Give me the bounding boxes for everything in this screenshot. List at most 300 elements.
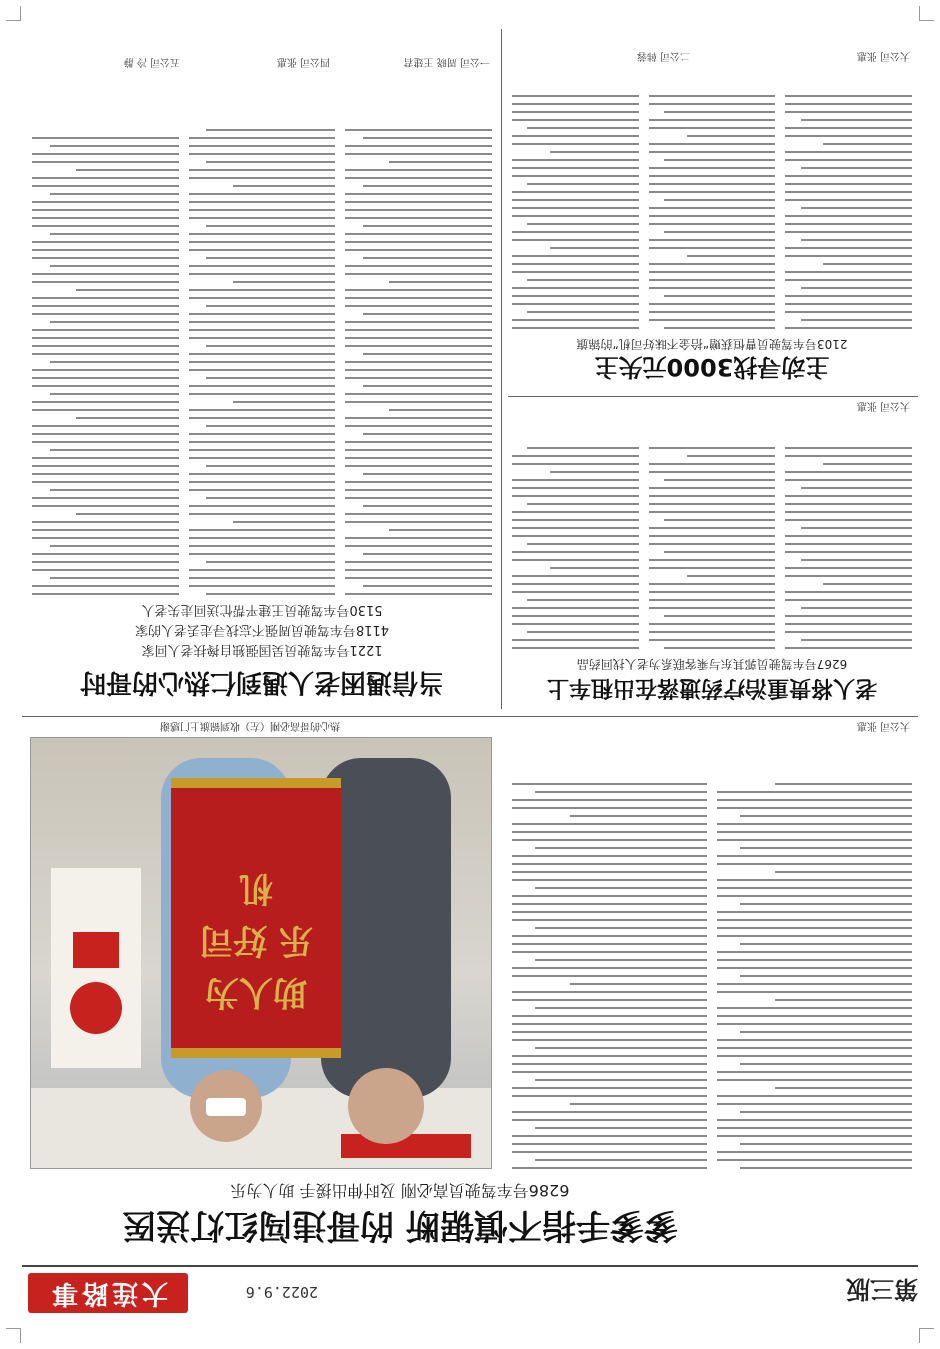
text-line (206, 305, 335, 307)
text-line (512, 1039, 707, 1041)
story1-photo (30, 737, 492, 1169)
text-line (345, 569, 492, 571)
text-line (345, 449, 492, 451)
text-line (32, 297, 179, 299)
text-line (189, 209, 336, 211)
text-line (785, 575, 912, 577)
text-line (189, 289, 336, 291)
text-line (664, 159, 775, 161)
text-line (785, 271, 912, 273)
text-line (76, 289, 179, 291)
text-line (32, 409, 179, 411)
story4-subhead: 2103号车驾驶员曹恒获赠“拾金不昧好司机”的锦旗 (576, 337, 848, 351)
text-line (649, 239, 776, 241)
issue-date: 2022.9.6 (245, 1283, 318, 1301)
column-divider (501, 29, 502, 709)
text-line (189, 193, 336, 195)
text-line (785, 591, 912, 593)
text-line (345, 537, 492, 539)
text-line (32, 329, 179, 331)
text-line (50, 449, 179, 451)
text-line (512, 327, 639, 329)
text-line (785, 503, 912, 505)
text-line (785, 623, 912, 625)
text-line (345, 361, 492, 363)
text-line (823, 463, 912, 465)
masthead (22, 1265, 918, 1317)
text-column (512, 739, 707, 1169)
text-line (363, 385, 492, 387)
text-line (345, 305, 492, 307)
text-line (664, 551, 775, 553)
text-line (785, 551, 912, 553)
text-line (649, 527, 776, 529)
text-line (785, 447, 912, 449)
text-line (189, 137, 336, 139)
text-line (717, 991, 912, 993)
text-line (535, 791, 707, 793)
story4-text (512, 69, 912, 329)
text-line (550, 567, 639, 569)
text-line (345, 489, 492, 491)
text-line (512, 991, 707, 993)
text-line (189, 529, 336, 531)
text-line (535, 959, 707, 961)
text-line (512, 911, 707, 913)
text-line (189, 217, 336, 219)
text-line (535, 1079, 707, 1081)
text-line (801, 607, 912, 609)
text-line (512, 615, 639, 617)
text-line (649, 271, 776, 273)
text-line (664, 231, 775, 233)
story3-subhead-2: 4118号车驾驶员周强不忘找寻走丢老人的家 (134, 622, 390, 637)
text-line (189, 481, 336, 483)
text-line (32, 537, 179, 539)
text-line (32, 401, 179, 403)
text-line (32, 225, 179, 227)
text-line (740, 1143, 912, 1145)
text-line (345, 129, 492, 131)
text-line (550, 151, 639, 153)
text-column (32, 75, 179, 595)
text-line (32, 281, 179, 283)
text-line (801, 167, 912, 169)
text-line (345, 209, 492, 211)
text-line (512, 1023, 707, 1025)
text-line (785, 175, 912, 177)
text-line (527, 631, 638, 633)
text-line (50, 489, 179, 491)
text-line (512, 1167, 707, 1169)
text-line (345, 369, 492, 371)
text-line (649, 543, 776, 545)
text-line (363, 553, 492, 555)
text-line (76, 169, 179, 171)
text-line (345, 265, 492, 267)
text-line (512, 1095, 707, 1097)
text-line (206, 561, 335, 563)
text-line (32, 201, 179, 203)
text-line (32, 377, 179, 379)
text-line (649, 487, 776, 489)
text-line (512, 103, 639, 105)
text-line (717, 839, 912, 841)
text-line (717, 1135, 912, 1137)
text-line (32, 337, 179, 339)
text-line (512, 111, 639, 113)
text-line (740, 903, 912, 905)
text-line (345, 321, 492, 323)
text-line (345, 241, 492, 243)
text-line (785, 103, 912, 105)
text-line (717, 879, 912, 881)
text-line (649, 247, 776, 249)
text-line (740, 943, 912, 945)
text-line (785, 255, 912, 257)
text-line (801, 287, 912, 289)
text-line (512, 623, 639, 625)
text-line (527, 127, 638, 129)
story2-text (512, 419, 912, 649)
text-line (649, 535, 776, 537)
text-line (512, 647, 639, 649)
text-line (717, 1079, 912, 1081)
text-line (664, 479, 775, 481)
text-line (535, 1159, 707, 1161)
text-line (785, 567, 912, 569)
story1-byline: 大公司 张惠 (856, 720, 910, 731)
text-line (649, 143, 776, 145)
crop-mark (6, 6, 21, 21)
text-line (189, 545, 336, 547)
text-line (512, 119, 639, 121)
text-line (512, 591, 639, 593)
text-line (189, 537, 336, 539)
text-line (363, 225, 492, 227)
text-line (512, 1151, 707, 1153)
story3-headline: 当信遇困老人遇到仁热心的哥时 (80, 667, 445, 697)
text-line (717, 1007, 912, 1009)
text-line (50, 233, 179, 235)
text-line (512, 199, 639, 201)
text-line (571, 815, 708, 817)
text-line (649, 215, 776, 217)
text-line (649, 559, 776, 561)
text-line (687, 455, 776, 457)
text-line (801, 527, 912, 529)
text-line (717, 959, 912, 961)
text-line (189, 337, 336, 339)
text-line (512, 191, 639, 193)
text-line (823, 263, 912, 265)
text-line (50, 145, 179, 147)
text-line (785, 223, 912, 225)
text-line (649, 631, 776, 633)
page-number: 第三版 (846, 1275, 918, 1303)
text-line (717, 1103, 912, 1105)
text-line (512, 167, 639, 169)
text-line (189, 153, 336, 155)
text-line (345, 441, 492, 443)
text-line (801, 119, 912, 121)
text-line (206, 497, 335, 499)
text-line (717, 855, 912, 857)
text-line (512, 135, 639, 137)
text-line (535, 1047, 707, 1049)
text-line (649, 95, 776, 97)
text-line (649, 103, 776, 105)
text-line (785, 295, 912, 297)
text-line (512, 575, 639, 577)
text-line (189, 441, 336, 443)
story1-subhead: 6286号车驾驶员高必刚 及时伸出援手 助人为乐 (230, 1181, 570, 1200)
text-line (189, 457, 336, 459)
crop-mark (919, 6, 934, 21)
text-line (664, 647, 775, 649)
text-line (785, 191, 912, 193)
story3-subhead-1: 1221号车驾驶员吴国强独自搀扶老人回家 (141, 642, 383, 657)
story3-subhead-3: 5130号车驾驶员王建平帮忙送回走失老人 (141, 602, 383, 617)
text-line (363, 433, 492, 435)
text-line (527, 543, 638, 545)
text-line (649, 127, 776, 129)
text-line (801, 319, 912, 321)
text-line (32, 273, 179, 275)
text-line (649, 447, 776, 449)
text-line (717, 1159, 912, 1161)
text-line (785, 135, 912, 137)
text-line (189, 585, 336, 587)
text-line (649, 607, 776, 609)
text-line (206, 161, 335, 163)
text-line (512, 1055, 707, 1057)
text-line (687, 255, 776, 257)
text-column (512, 419, 639, 649)
text-line (512, 1063, 707, 1065)
text-line (785, 535, 912, 537)
text-line (512, 511, 639, 513)
text-line (32, 137, 179, 139)
text-line (512, 295, 639, 297)
text-line (512, 319, 639, 321)
text-line (717, 863, 912, 865)
text-line (785, 247, 912, 249)
text-line (785, 183, 912, 185)
text-line (785, 479, 912, 481)
text-line (649, 495, 776, 497)
text-line (189, 297, 336, 299)
text-line (649, 207, 776, 209)
text-line (649, 119, 776, 121)
text-line (32, 345, 179, 347)
text-line (649, 303, 776, 305)
text-line (512, 263, 639, 265)
text-line (345, 393, 492, 395)
text-line (50, 193, 179, 195)
text-line (785, 159, 912, 161)
text-line (345, 193, 492, 195)
text-line (649, 471, 776, 473)
text-line (649, 167, 776, 169)
text-line (717, 1039, 912, 1041)
text-line (785, 151, 912, 153)
story1-headline: 爹爹手指不慎锯断 的哥违闯红灯送医 (122, 1205, 678, 1245)
text-line (649, 183, 776, 185)
text-line (717, 1095, 912, 1097)
text-line (50, 265, 179, 267)
text-line (345, 401, 492, 403)
text-line (32, 553, 179, 555)
text-line (345, 545, 492, 547)
text-line (785, 455, 912, 457)
text-line (649, 583, 776, 585)
text-column (345, 75, 492, 595)
text-line (785, 519, 912, 521)
story4-headline: 主动寻找3000元失主 (594, 353, 830, 381)
text-line (32, 209, 179, 211)
text-line (649, 567, 776, 569)
text-line (717, 1071, 912, 1073)
text-line (571, 1103, 708, 1105)
text-line (527, 223, 638, 225)
text-line (785, 199, 912, 201)
text-line (664, 519, 775, 521)
text-line (363, 257, 492, 259)
text-line (649, 263, 776, 265)
text-line (32, 153, 179, 155)
text-line (189, 569, 336, 571)
story2-subhead: 6267号车驾驶员郭其东与乘客联系为老人找回药品 (576, 657, 848, 671)
text-line (717, 831, 912, 833)
story5-byline: 二公司 韩蓉 (636, 50, 690, 61)
text-line (206, 593, 335, 595)
text-line (189, 329, 336, 331)
text-line (785, 279, 912, 281)
text-line (801, 207, 912, 209)
text-line (189, 273, 336, 275)
text-line (389, 409, 492, 411)
text-line (32, 161, 179, 163)
text-line (512, 967, 707, 969)
text-line (233, 521, 336, 523)
text-line (512, 1143, 707, 1145)
text-line (32, 585, 179, 587)
text-line (189, 513, 336, 515)
text-column (189, 75, 336, 595)
text-line (664, 615, 775, 617)
text-line (512, 1071, 707, 1073)
text-line (527, 599, 638, 601)
text-line (189, 145, 336, 147)
text-column (649, 69, 776, 329)
text-line (189, 353, 336, 355)
story1-photo-caption: 热心的哥高必刚（左）收到锦旗上门感谢 (160, 720, 340, 731)
text-line (649, 287, 776, 289)
text-line (32, 353, 179, 355)
text-line (649, 151, 776, 153)
text-line (512, 807, 707, 809)
text-line (550, 471, 639, 473)
text-line (189, 321, 336, 323)
text-line (189, 361, 336, 363)
text-line (649, 223, 776, 225)
text-line (206, 257, 335, 259)
text-line (717, 911, 912, 913)
text-line (32, 425, 179, 427)
text-line (649, 503, 776, 505)
text-line (189, 577, 336, 579)
text-line (776, 1087, 913, 1089)
text-line (776, 999, 913, 1001)
text-line (345, 513, 492, 515)
text-line (512, 863, 707, 865)
story4-byline: 大公司 张惠 (856, 50, 910, 61)
text-line (345, 233, 492, 235)
text-line (785, 327, 912, 329)
text-line (512, 175, 639, 177)
text-line (32, 569, 179, 571)
text-line (664, 111, 775, 113)
text-line (32, 257, 179, 259)
text-line (189, 169, 336, 171)
text-line (785, 95, 912, 97)
text-line (32, 177, 179, 179)
text-line (512, 783, 707, 785)
text-line (345, 289, 492, 291)
text-line (389, 161, 492, 163)
text-line (76, 417, 179, 419)
text-line (512, 535, 639, 537)
text-line (550, 247, 639, 249)
text-line (785, 511, 912, 513)
text-line (76, 513, 179, 515)
text-line (664, 199, 775, 201)
text-line (512, 823, 707, 825)
text-line (512, 1015, 707, 1017)
text-line (32, 441, 179, 443)
text-line (50, 361, 179, 363)
text-line (649, 175, 776, 177)
text-line (535, 847, 707, 849)
text-line (717, 951, 912, 953)
story3-byline-1: 一公司 周晓 王建君 (403, 56, 490, 67)
text-line (345, 297, 492, 299)
text-line (345, 377, 492, 379)
text-line (32, 385, 179, 387)
story3-byline-2: 四公司 张惠 (276, 56, 330, 67)
text-line (206, 465, 335, 467)
text-line (512, 1087, 707, 1089)
text-line (189, 313, 336, 315)
text-line (512, 895, 707, 897)
text-line (512, 999, 707, 1001)
text-line (512, 871, 707, 873)
text-line (512, 527, 639, 529)
text-line (717, 1151, 912, 1153)
text-line (527, 311, 638, 313)
text-line (345, 201, 492, 203)
story3-byline-3: 五公司 冷 静 (123, 56, 180, 67)
text-line (717, 983, 912, 985)
text-line (345, 521, 492, 523)
text-line (345, 457, 492, 459)
text-line (32, 433, 179, 435)
text-line (189, 385, 336, 387)
text-line (32, 185, 179, 187)
text-line (687, 135, 776, 137)
crop-mark (6, 1328, 21, 1343)
